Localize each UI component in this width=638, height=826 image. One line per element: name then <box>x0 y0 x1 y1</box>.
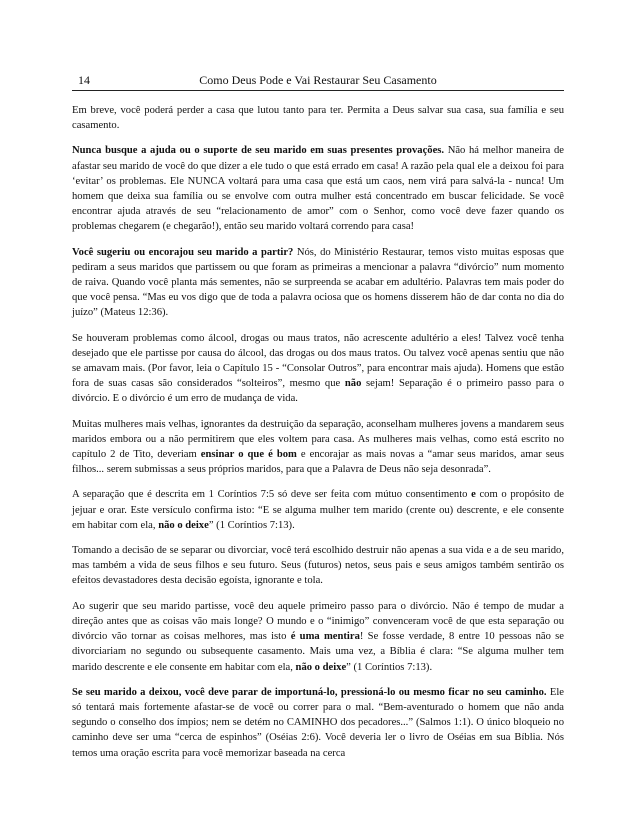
text-run: A separação que é descrita em 1 Coríntios 7:5 só deve ser feita com mútuo consentimento <box>72 489 472 501</box>
text-run: Nós, do Ministério Restaurar, temos visto muitas esposas que pediram a seus maridos que partissem ou que foram as primeiras a mencionar a palavra “divórcio” num momento de raiva. Quando você planta más sementes, não se surpreenda se acabar em adultério. Palavras tem mais poder do que você pensa. “Mas eu vos digo que de toda a palavra ociosa que os homens disserem hão de dar conta no dia do juízo” (Mateus 12:36). <box>72 246 564 319</box>
page-number: 14 <box>78 73 90 87</box>
bold-text: não <box>344 378 362 390</box>
text-run: Tomando a decisão de se separar ou divorciar, você terá escolhido destruir não apenas a sua vida e a de seu marido, mas também a vida de seus filhos e seu futuro. Seus (futuros) netos, seus pais e seus amigos também sentirão os efeitos devastadores desta decisão egoísta, ignorante e tola. <box>72 545 564 587</box>
bold-text: e <box>471 489 476 501</box>
running-title: Como Deus Pode e Vai Restaurar Seu Casamento <box>199 73 437 87</box>
bold-text: ensinar o que é bom <box>200 449 297 461</box>
document-page <box>72 72 564 771</box>
text-run: Ao sugerir que seu marido partisse, você deu aquele primeiro passo para o divórcio. Não é tempo de mudar a direção antes que as coisas vão mais longe? O mundo e o “inimigo” convenceram você de que esta separação ou divórcio vão tornar as coisas melhores, mas isto <box>72 600 564 643</box>
bold-text: Nunca busque a ajuda ou o suporte de seu marido em suas presentes provações. <box>72 145 445 157</box>
paragraph <box>72 103 564 133</box>
text-run: ” (1 Coríntios 7:13). <box>346 661 433 673</box>
text-run: Em breve, você poderá perder a casa que lutou tanto para ter. Permita a Deus salvar sua casa, sua família e seu casamento. <box>72 105 564 132</box>
paragraph <box>72 417 564 478</box>
page-header <box>72 72 564 91</box>
text-run: ” (1 Coríntios 7:13). <box>208 519 295 531</box>
text-run: e encorajar as mais novas a “amar seus maridos, amar seus filhos... serem submissas a seus próprios maridos, para que a Palavra de Deus não seja desonrada”. <box>72 449 564 476</box>
text-run: sejam! Separação é o primeiro passo para o divórcio. E o divórcio é um erro de mudança de vida. <box>72 378 564 405</box>
body-text <box>72 103 564 761</box>
bold-text: é uma mentira <box>290 631 360 643</box>
text-run: Não há melhor maneira de afastar seu marido de você do que dizer a ele tudo o que está errado em casa! A razão pela qual ele a deixou foi para ‘evitar’ os problemas. Ele NUNCA voltará para uma casa que está um caos, nem virá para salvá-la - nunca! Um homem que deixa sua família ou se envolve com outra mulher está concentrado em buscar felicidade. Se você encontrar ajuda através de seu “relacionamento de amor” com o Senhor, como você deve fazer quando os problemas chegarem (e chegarão!), então seu marido voltará correndo para casa! <box>72 145 564 233</box>
text-run: Muitas mulheres mais velhas, ignorantes da destruição da separação, aconselham mulheres jovens a mandarem seus maridos embora ou a não permitirem que eles voltem para casa. As mulheres mais velhas, como está escrito no capítulo 2 de Tito, deveriam <box>72 418 564 461</box>
bold-text: não o deixe <box>158 519 209 531</box>
paragraph <box>72 245 564 321</box>
bold-text: Você sugeriu ou encorajou seu marido a partir? <box>72 246 294 258</box>
text-run: ! Se fosse verdade, 8 entre 10 pessoas não se divorciariam no segundo ou subsequente casamento. Mais uma vez, a Bíblia é clara: “Se alguma mulher tem marido descrente e ele consente em habitar com ela, <box>72 631 565 673</box>
paragraph <box>72 543 564 589</box>
text-run: Se houveram problemas como álcool, drogas ou maus tratos, não acrescente adultério a eles! Talvez você tenha desejado que ele partisse por causa do álcool, das drogas ou dos maus tratos. Ou talvez você apenas sentiu que não se amavam mais. (Por favor, leia o Capítulo 15 - “Consolar Outros”, para encontrar mais ajuda). Homens que estão fora de suas casas são considerados “solteiros”, mesmo que <box>72 332 564 390</box>
paragraph <box>72 599 564 675</box>
text-run: com o propósito de jejuar e orar. Este versículo confirma isto: “E se alguma mulher tem marido (crente ou) descrente, e ele consente em habitar com ela, <box>72 489 565 531</box>
paragraph <box>72 331 564 407</box>
bold-text: Se seu marido a deixou, você deve parar de importuná-lo, pressioná-lo ou mesmo ficar no seu caminho. <box>72 686 547 698</box>
paragraph <box>72 685 564 761</box>
text-run: Ele só tentará mais fortemente afastar-se de você ou correr para o mal. “Bem-aventurado o homem que não anda segundo o conselho dos ímpios; nem se detém no CAMINHO dos pecadores...” (Salmos 1:1). O único bloqueio no caminho deve ser uma “cerca de espinhos” (Oséias 2:6). Você deveria ler o livro de Oséias em sua Bíblia. Nós temos uma oração escrita para você memorizar baseada na cerca <box>72 686 565 759</box>
bold-text: não o deixe <box>295 661 347 673</box>
paragraph <box>72 143 564 234</box>
paragraph <box>72 487 564 533</box>
